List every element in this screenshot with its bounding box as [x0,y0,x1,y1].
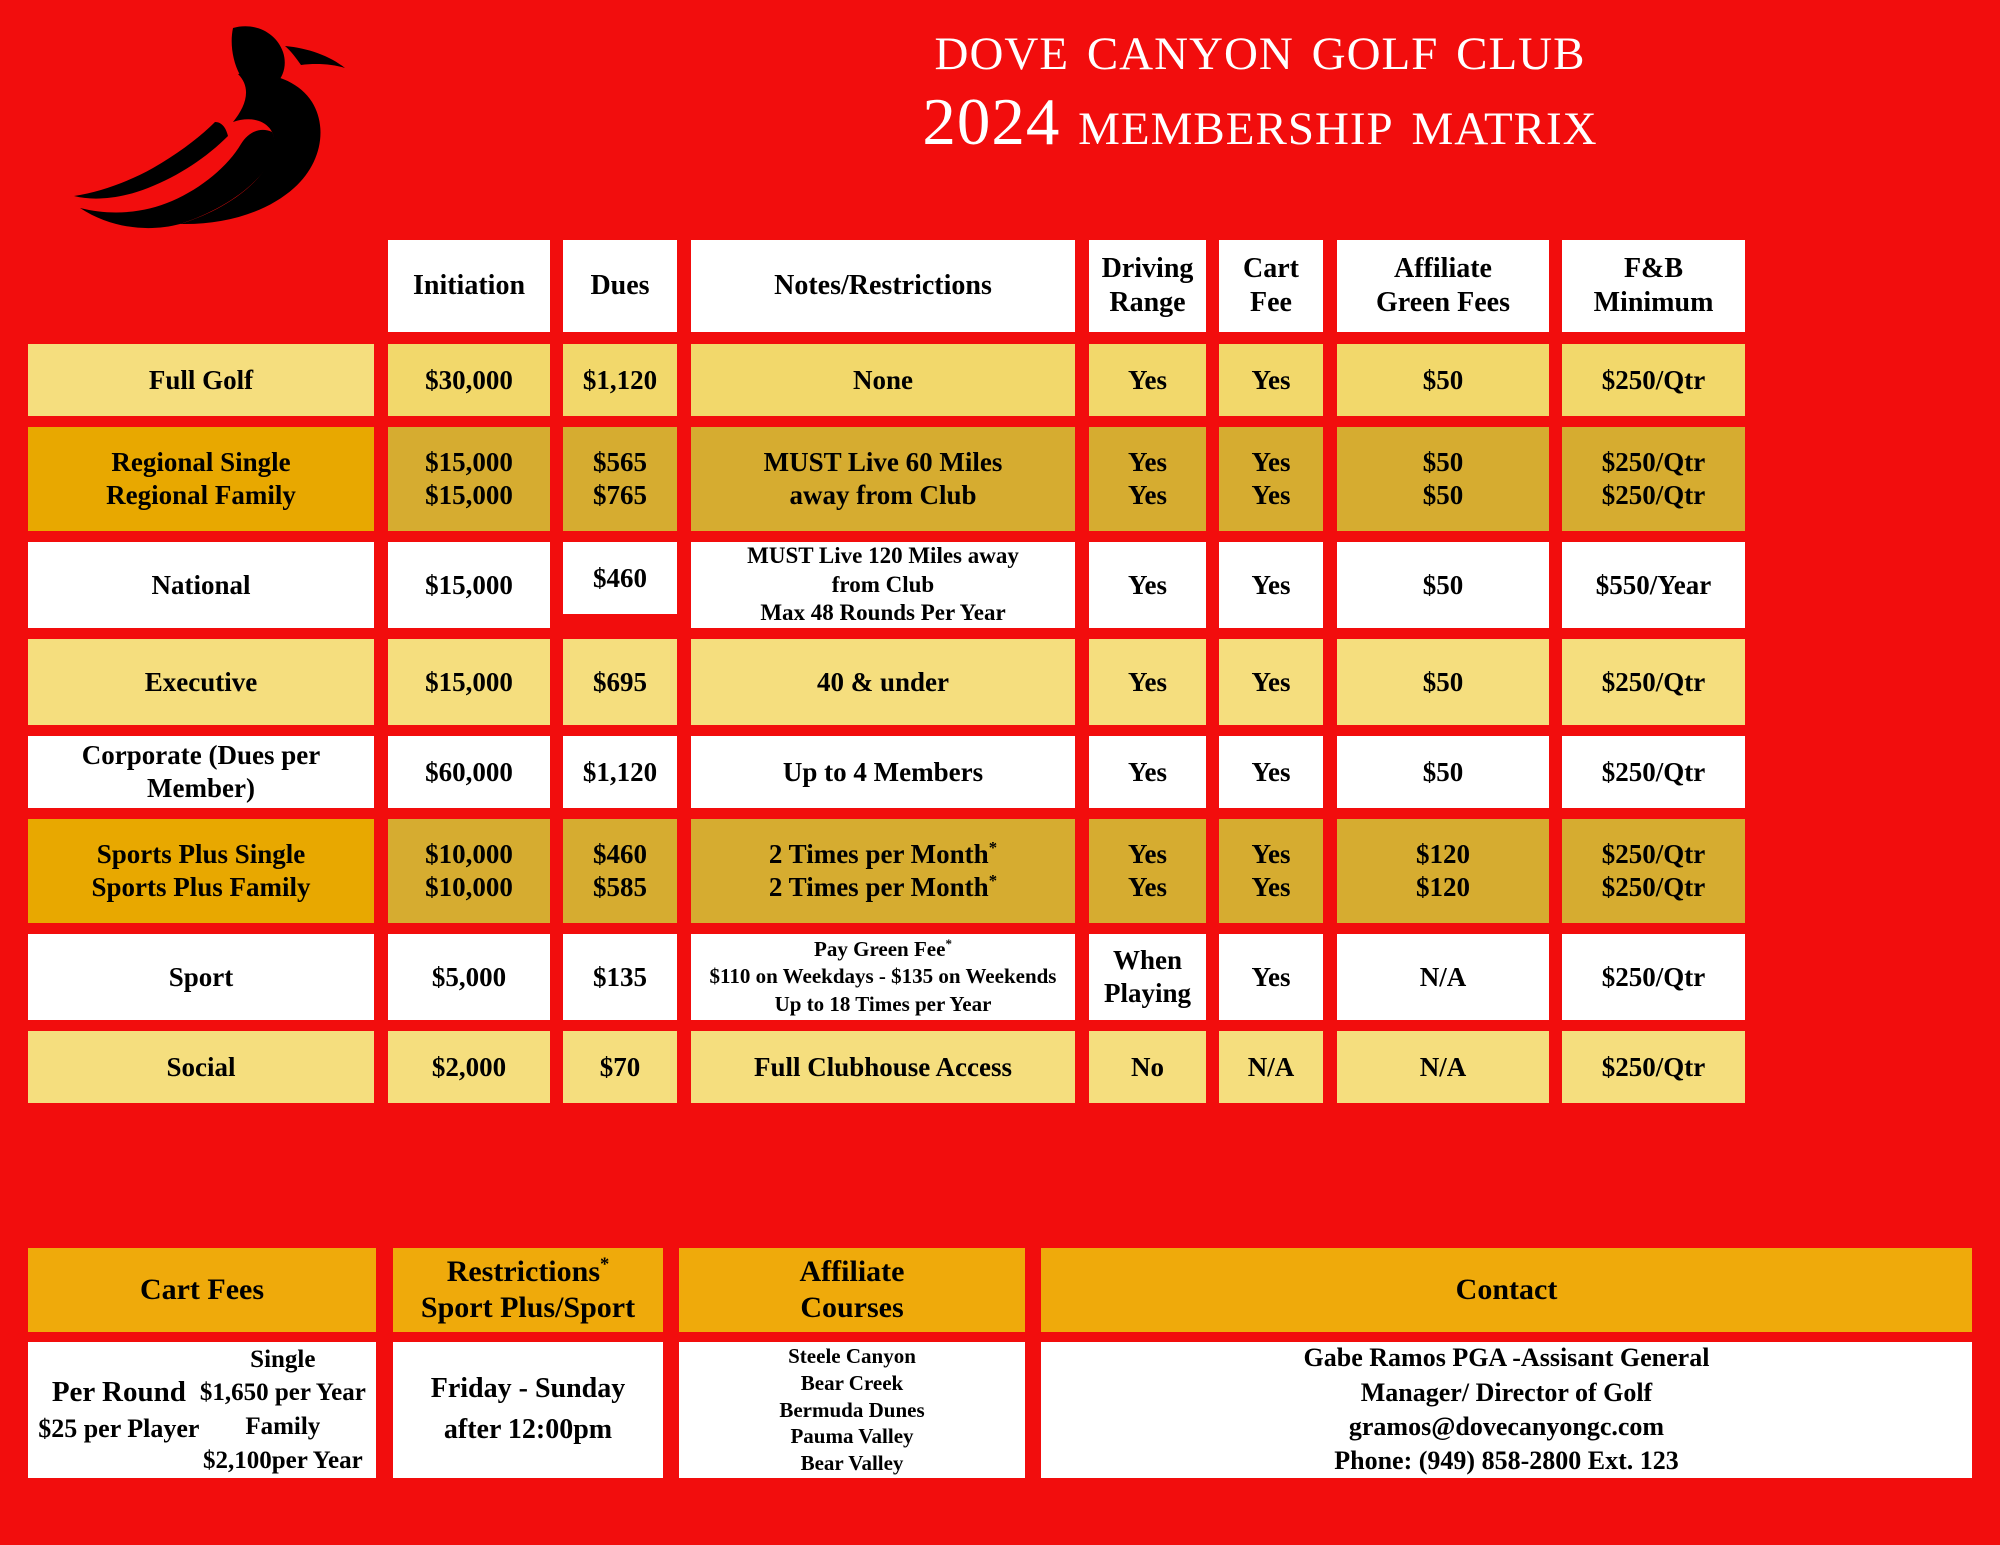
cell-initiation [388,427,550,531]
bottom-info-section [28,1248,1972,1478]
bottom-header-affiliate-courses [679,1248,1025,1332]
bottom-header-restrictions [393,1248,663,1332]
list-item: Bermuda Dunes [779,1397,925,1422]
cell-initiation-family: $10,000 [425,872,513,902]
cell-notes-line1 [814,936,952,963]
row-label-executive: Executive [28,639,374,725]
column-header-fb-minimum [1562,240,1745,332]
cell-affiliate-green-fees: $50 [1337,639,1549,725]
asterisk-marker: * [988,871,998,890]
cell-cart-fee: Yes [1219,639,1323,725]
column-header-driving-range-line2: Range [1109,287,1186,318]
cell-dues: $695 [563,639,677,725]
cell-notes: Up to 4 Members [691,736,1075,808]
cell-driving-range-single: Yes [1128,839,1167,870]
row-label-social: Social [28,1031,374,1103]
cart-fees-panel [28,1342,376,1478]
cell-fb-single: $250/Qtr [1601,447,1706,478]
restrictions-line2: after 12:00pm [443,1414,613,1445]
column-header-cart-fee [1219,240,1323,332]
page-title-line1: dove canyon golf club [934,10,1586,84]
cell-driving-range: Yes [1089,639,1206,725]
cell-initiation-single: $10,000 [425,839,513,870]
cell-dues [563,819,677,923]
row-label-full-golf: Full Golf [28,344,374,416]
contact-name-title-line2: Manager/ Director of Golf [1360,1377,1653,1407]
cell-initiation: $15,000 [388,542,550,628]
cart-fees-family-value: $2,100per Year [202,1446,363,1474]
cell-notes: None [691,344,1075,416]
cart-fees-family-label: Family [245,1413,321,1440]
row-label-sport: Sport [28,934,374,1020]
cart-fees-single-label: Single [250,1345,316,1373]
cell-notes [691,542,1075,628]
column-header-cart-fee-line1: Cart [1243,252,1299,284]
row-label-sports-plus [28,819,374,923]
cell-driving-range-single: Yes [1128,447,1167,478]
column-header-initiation: Initiation [388,240,550,332]
column-header-affiliate-green-fees [1337,240,1549,332]
cell-affiliate-family: $120 [1416,872,1470,902]
cell-cart-fee-single: Yes [1251,447,1291,478]
cell-notes-line1: MUST Live 60 Miles [763,447,1003,478]
page-title-line2: 2024 membership matrix [922,85,1598,159]
table-row-full-golf [28,344,1972,416]
cell-driving-range-line2: Playing [1103,978,1191,1008]
cell-affiliate-green-fees: $50 [1337,542,1549,628]
cell-dues-family: $765 [593,480,647,510]
cell-driving-range: Yes [1089,542,1206,628]
cell-notes [691,819,1075,923]
cell-notes: 40 & under [691,639,1075,725]
list-item: Bear Valley [800,1451,904,1476]
restrictions-line1: Friday - Sunday [430,1373,626,1405]
cell-affiliate-single: $50 [1422,447,1464,478]
cell-notes-line3: Up to 18 Times per Year [774,991,992,1016]
cell-fb-minimum: $250/Qtr [1562,639,1745,725]
cell-dues: $1,120 [563,344,677,416]
column-header-fb-line1: F&B [1623,252,1684,284]
cell-cart-fee: Yes [1219,934,1323,1020]
cell-affiliate-single: $120 [1416,839,1470,870]
cell-notes-line1-text: Pay Green Fee [814,937,946,962]
cell-fb-single: $250/Qtr [1601,839,1706,870]
cell-fb-minimum [1562,427,1745,531]
cell-fb-family: $250/Qtr [1601,480,1706,510]
cell-initiation-family: $15,000 [425,480,513,510]
cell-affiliate-green-fees: $50 [1337,736,1549,808]
table-row-sport [28,934,1972,1020]
row-label-regional [28,427,374,531]
row-label-regional-single: Regional Single [111,447,291,478]
column-header-dues: Dues [563,240,677,332]
cell-driving-range-line1: When [1112,945,1183,976]
cell-cart-fee [1219,819,1323,923]
contact-phone[interactable]: Phone: (949) 858-2800 Ext. 123 [1334,1446,1679,1476]
table-header-row [28,240,1972,332]
bottom-header-restrictions-line2: Sport Plus/Sport [420,1291,636,1324]
dove-logo-icon [40,18,460,238]
cell-dues: $135 [563,934,677,1020]
asterisk-marker: * [945,936,952,952]
cell-fb-minimum: $550/Year [1562,542,1745,628]
cart-fees-annual [200,1343,366,1478]
cell-notes-line2: from Club [831,571,935,597]
cell-notes-line2 [769,871,997,904]
cell-dues [563,427,677,531]
list-item: Steele Canyon [788,1343,916,1368]
cell-dues-single: $460 [593,839,647,870]
cart-fees-single-value: $1,650 per Year [199,1379,366,1407]
cell-driving-range [1089,819,1206,923]
cell-fb-minimum: $250/Qtr [1562,934,1745,1020]
cell-driving-range [1089,934,1206,1020]
cell-dues: $460 [563,542,677,614]
table-row-corporate [28,736,1972,808]
bottom-headers-row [28,1248,1972,1332]
cell-initiation: $30,000 [388,344,550,416]
cell-affiliate-green-fees: $50 [1337,344,1549,416]
cart-fees-per-round-label: Per Round [51,1376,186,1409]
asterisk-marker: * [600,1254,610,1275]
cell-initiation: $2,000 [388,1031,550,1103]
cell-cart-fee-family: Yes [1251,872,1291,902]
cell-notes-line3: Max 48 Rounds Per Year [760,600,1006,626]
asterisk-marker: * [988,838,998,858]
column-header-affiliate-line2: Green Fees [1376,287,1510,318]
cell-driving-range: No [1089,1031,1206,1103]
cell-affiliate-green-fees [1337,427,1549,531]
column-header-driving-range [1089,240,1206,332]
cell-notes-line2-text: 2 Times per Month [768,872,989,902]
cell-initiation-single: $15,000 [425,447,513,478]
cell-cart-fee-family: Yes [1251,480,1291,510]
bottom-header-restrictions-text: Restrictions [446,1255,600,1288]
row-label-sports-plus-single: Sports Plus Single [96,839,306,870]
cell-fb-family: $250/Qtr [1601,872,1706,902]
cell-notes-line2: $110 on Weekdays - $135 on Weekends [709,964,1057,989]
cell-driving-range [1089,427,1206,531]
cell-notes: Full Clubhouse Access [691,1031,1075,1103]
bottom-header-cart-fees: Cart Fees [28,1248,376,1332]
row-label-national: National [28,542,374,628]
row-label-corporate: Corporate (Dues per Member) [28,736,374,808]
cell-dues: $1,120 [563,736,677,808]
cell-dues: $70 [563,1031,677,1103]
cell-dues-family: $585 [593,872,647,902]
contact-name-title-line1: Gabe Ramos PGA -Assisant General [1303,1343,1710,1373]
column-header-fb-line2: Minimum [1593,287,1714,318]
cell-cart-fee-single: Yes [1251,839,1291,870]
cell-notes-line1 [769,838,997,871]
cell-affiliate-green-fees [1337,819,1549,923]
column-header-driving-range-line1: Driving [1101,252,1194,284]
header-corner-spacer [28,240,374,332]
column-header-notes: Notes/Restrictions [691,240,1075,332]
table-row-executive [28,639,1972,725]
cart-fees-per-round-value: $25 per Player [38,1413,200,1443]
bottom-header-affiliate-line2: Courses [800,1291,904,1324]
cell-driving-range-family: Yes [1128,872,1167,902]
membership-matrix-table [28,240,1972,1114]
row-label-sports-plus-family: Sports Plus Family [91,872,311,902]
row-label-regional-family: Regional Family [106,480,296,510]
cell-cart-fee: Yes [1219,344,1323,416]
cell-fb-minimum [1562,819,1745,923]
cell-notes-line2: away from Club [789,480,977,510]
cell-driving-range: Yes [1089,736,1206,808]
cell-notes-line1: MUST Live 120 Miles away [747,542,1019,568]
cell-notes [691,427,1075,531]
cell-fb-minimum: $250/Qtr [1562,344,1745,416]
table-row-national [28,542,1972,628]
contact-email[interactable]: gramos@dovecanyongc.com [1348,1412,1665,1441]
contact-panel [1041,1342,1972,1478]
cell-fb-minimum: $250/Qtr [1562,1031,1745,1103]
cell-notes-line1-text: 2 Times per Month [768,839,989,870]
cell-initiation: $5,000 [388,934,550,1020]
page-header [0,0,2000,248]
cell-dues-single: $565 [593,447,647,478]
cell-fb-minimum: $250/Qtr [1562,736,1745,808]
cell-cart-fee: N/A [1219,1031,1323,1103]
cell-initiation: $15,000 [388,639,550,725]
list-item: Bear Creek [800,1370,904,1395]
cell-notes [691,934,1075,1020]
column-header-affiliate-line1: Affiliate [1394,252,1492,284]
cell-affiliate-family: $50 [1422,480,1464,510]
page-title-block [560,10,1960,159]
cell-initiation [388,819,550,923]
table-row-sports-plus [28,819,1972,923]
column-header-cart-fee-line2: Fee [1250,287,1292,318]
cell-driving-range-family: Yes [1128,480,1167,510]
cell-initiation: $60,000 [388,736,550,808]
bottom-header-restrictions-line1 [447,1254,610,1290]
table-row-regional [28,427,1972,531]
cell-affiliate-green-fees: N/A [1337,1031,1549,1103]
restrictions-panel [393,1342,663,1478]
cell-cart-fee: Yes [1219,542,1323,628]
cart-fees-per-round [38,1374,199,1445]
cell-affiliate-green-fees: N/A [1337,934,1549,1020]
list-item: Pauma Valley [790,1424,914,1449]
cell-cart-fee [1219,427,1323,531]
affiliate-courses-panel [679,1342,1025,1478]
bottom-header-contact: Contact [1041,1248,1972,1332]
bottom-bodies-row [28,1342,1972,1478]
cell-driving-range: Yes [1089,344,1206,416]
bottom-header-affiliate-line1: Affiliate [799,1255,905,1288]
cell-cart-fee: Yes [1219,736,1323,808]
table-row-social [28,1031,1972,1103]
